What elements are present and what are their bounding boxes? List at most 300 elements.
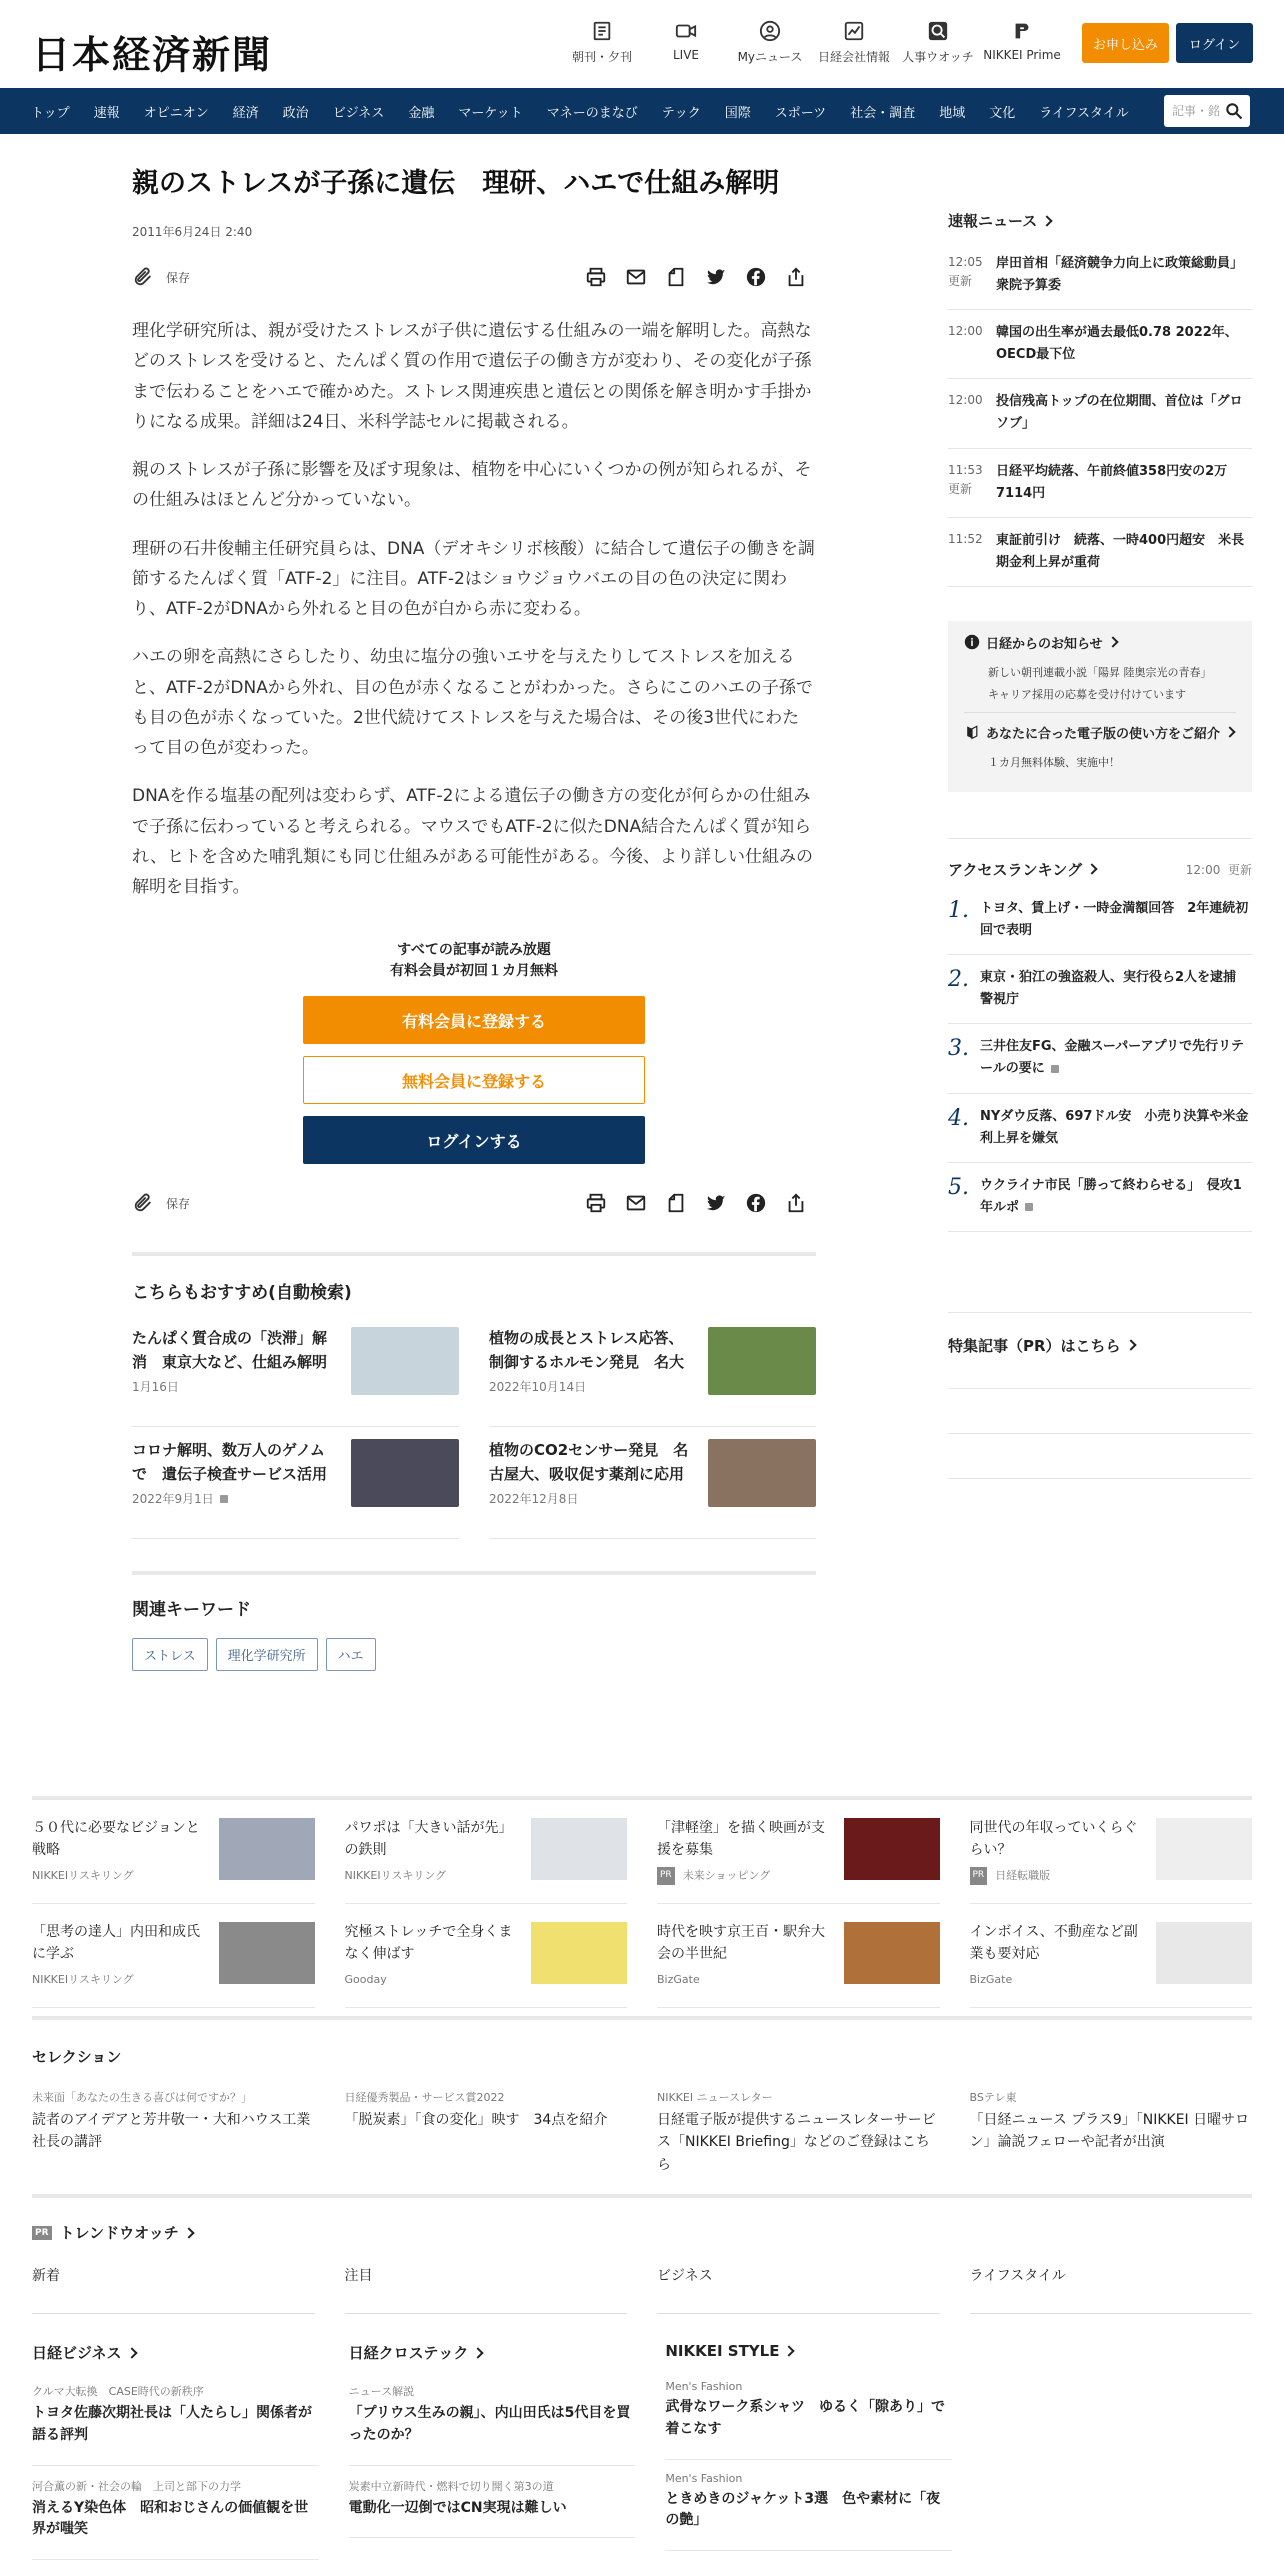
promo-text: [32, 1922, 212, 1995]
tool-live[interactable]: [644, 20, 728, 65]
paywall-login-button[interactable]: ログインする: [303, 1116, 645, 1164]
media-title: 電動化一辺倒ではCN実現は難しい: [348, 2499, 567, 2516]
tool-label: 日経会社情報: [817, 50, 890, 64]
selection-item[interactable]: [970, 2089, 1253, 2176]
selection-source: BSテレ東: [969, 2091, 1017, 2104]
chevron-right-icon: [1042, 215, 1053, 226]
recommend-text: [489, 1439, 694, 1526]
free-register-button[interactable]: 無料会員に登録する: [303, 1056, 645, 1104]
pr-heading-label: 特集記事（PR）はこちら: [948, 1336, 1121, 1355]
recommend-thumbnail: [708, 1327, 816, 1395]
media-column: [32, 2342, 319, 2568]
promo-text: [970, 1922, 1150, 1995]
memo-icon[interactable]: [656, 266, 696, 288]
media-item[interactable]: [665, 2472, 952, 2551]
memo-icon[interactable]: [656, 1192, 696, 1214]
promo-grid: [32, 1800, 1252, 2008]
search-placeholder: 記事・銘: [1172, 104, 1221, 118]
chevron-right-icon: [1086, 864, 1097, 875]
mail-icon[interactable]: [616, 1192, 656, 1214]
recommend-date: [489, 1490, 694, 1509]
pr-heading[interactable]: [948, 1335, 1252, 1356]
recommend-date: [132, 1378, 337, 1397]
media-title: 「プリウス生みの親」、内山田氏は5代目を買ったのか？: [348, 2405, 631, 2443]
nav-item[interactable]: ライフスタイル: [1039, 105, 1129, 121]
flash-item[interactable]: [948, 449, 1252, 518]
info-icon: [964, 634, 980, 650]
recommend-date-label: 2022年12月8日: [489, 1491, 579, 1506]
promo-text: [345, 1922, 525, 1995]
article-paragraph: 理研の石井俊輔主任研究員らは、DNA（デオキシリボ核酸）に結合して遺伝子の働きを調節するたんぱく質「ATF-2」に注目。ATF-2はショウジョウバエの目の色の決定に関わり、ATF-2がDNAから外れると目の色が白から赤に変わる。: [132, 538, 815, 620]
notice-heading[interactable]: [964, 633, 1236, 652]
promo-thumbnail: [219, 1922, 315, 1984]
flash-time-label: 11:53: [948, 462, 983, 477]
ranking-time: 12:00: [1185, 862, 1221, 877]
mail-icon[interactable]: [616, 266, 656, 288]
selection-title: 読者のアイデアと芳井敬一・大和ハウス工業社長の講評: [32, 2112, 311, 2151]
recommend-date-label: 1月16日: [132, 1379, 179, 1394]
chevron-right-icon: [126, 2347, 137, 2358]
promo-item[interactable]: [32, 1904, 315, 2008]
media-title: 武骨なワーク系シャツ ゆるく「隙あり」で着こなす: [665, 2399, 946, 2437]
save-button[interactable]: [132, 266, 190, 288]
promo-source: [345, 1867, 525, 1884]
trend-tabs: [32, 2265, 1252, 2314]
ranking-heading-label: アクセスランキング: [948, 860, 1083, 879]
flash-news: [948, 210, 1252, 587]
keyword-list: [132, 1638, 816, 1671]
selection-source: NIKKEI ニュースレター: [657, 2091, 773, 2104]
flash-heading-label: 速報ニュース: [948, 212, 1038, 230]
tool-newspaper[interactable]: [560, 20, 644, 65]
media-item[interactable]: [349, 2383, 636, 2465]
flash-heading[interactable]: [948, 210, 1252, 231]
keywords-section: [132, 1571, 816, 1671]
media-title: 消えるY染色体 昭和おじさんの価値観を世界が嗤笑: [32, 2499, 309, 2538]
trend-section: [32, 2194, 1252, 2314]
flash-time-label: 12:05: [948, 255, 983, 269]
recommend-item[interactable]: [132, 1427, 459, 1539]
nav-item[interactable]: マーケット: [458, 105, 523, 121]
ranking: [948, 838, 1252, 1232]
nav-item[interactable]: 地域: [939, 105, 966, 121]
flash-item[interactable]: [948, 310, 1252, 379]
promo-title: パワポは「大きい話が先」の鉄則: [344, 1820, 513, 1858]
promo-source-label: BizGate: [657, 1973, 700, 1987]
promo-text: [657, 1922, 837, 1995]
nav-item[interactable]: 経済: [232, 105, 259, 121]
promo-source: [32, 1971, 212, 1988]
flash-item[interactable]: [948, 518, 1252, 587]
media-item[interactable]: [665, 2380, 952, 2459]
selection-source: 未来面「あなたの生きる喜びは何ですか？」: [32, 2091, 252, 2104]
selection-item[interactable]: [32, 2089, 315, 2176]
video-camera-icon: [675, 20, 697, 42]
share-icons: [576, 266, 816, 288]
selection-grid: [32, 2089, 1252, 2176]
ranking-text: [980, 1175, 1252, 1219]
keywords-heading: 関連キーワード: [132, 1600, 251, 1621]
ranking-number: 2.: [948, 967, 969, 993]
recommend-title: コロナ解明、数万人のゲノムで 遺伝子検査サービス活用: [132, 1441, 328, 1483]
article-date: 2011年6月24日 2:40: [132, 225, 253, 240]
chevron-right-icon: [1125, 1340, 1136, 1351]
flash-text: 日経平均続落、午前終値358円安の2万7114円: [996, 463, 1228, 501]
share-bar: [132, 258, 816, 298]
apply-button[interactable]: お申し込み: [1082, 23, 1169, 63]
recommend-title: 植物の成長とストレス応答、制御するホルモン発見 名大: [489, 1329, 685, 1371]
media-source: クルマ大転換 CASE時代の新秩序: [32, 2385, 204, 2399]
recommend-item[interactable]: [132, 1315, 459, 1427]
newspaper-icon: [591, 20, 613, 42]
media-heading[interactable]: [665, 2342, 952, 2360]
recommend-date: [132, 1490, 337, 1509]
promo-title: 究極ストレッチで全身くまなく伸ばす: [344, 1924, 513, 1962]
selection-title: 「脱炭素」「食の変化」映す 34点を紹介: [344, 2112, 608, 2128]
nav-item[interactable]: 国際: [724, 105, 751, 121]
tab-new[interactable]: 新着: [32, 2265, 315, 2314]
ranking-item[interactable]: [948, 955, 1252, 1024]
tool-label: 人事ウオッチ: [902, 50, 974, 64]
notice-box: [948, 621, 1252, 792]
promo-title: 「思考の達人」内田和成氏に学ぶ: [32, 1924, 200, 1962]
print-icon[interactable]: [576, 266, 616, 288]
flash-time: [948, 461, 996, 505]
promo-title: ５０代に必要なビジョンと戦略: [32, 1820, 200, 1858]
notice-item[interactable]: 新しい朝刊連載小説「陽昇 陸奥宗光の青春」: [988, 665, 1212, 679]
guide-list: [988, 752, 1236, 774]
nav-item[interactable]: 社会・調査: [850, 105, 916, 121]
recommend-date-label: 2022年9月1日: [132, 1491, 214, 1506]
selection-section: [32, 2016, 1252, 2176]
share-bar-bottom: [132, 1184, 816, 1224]
recommend-title: 植物のCO2センサー発見 名古屋大、吸収促す薬剤に応用: [489, 1441, 689, 1483]
login-button[interactable]: ログイン: [1176, 23, 1253, 63]
recommend-text: [489, 1327, 694, 1414]
chevron-right-icon: [1107, 637, 1118, 648]
nav-item[interactable]: スポーツ: [774, 105, 827, 121]
site-logo[interactable]: 日本経済新聞: [32, 32, 273, 77]
flash-tag: 更新: [948, 481, 973, 496]
recommend-text: [132, 1439, 337, 1526]
prime-icon: [1011, 20, 1033, 42]
trend-heading-label: トレンドウオッチ: [59, 2224, 179, 2243]
flash-text: 投信残高トップの在位期間、首位は「グロソブ」: [996, 394, 1243, 432]
paywall: [132, 940, 816, 1164]
pr-section: [948, 1312, 1252, 1479]
notice-list: [988, 662, 1236, 706]
ranking-list: [948, 886, 1252, 1232]
promo-title: 時代を映す京王百・駅弁大会の半世紀: [657, 1924, 825, 1962]
tool-label: NIKKEI Prime: [983, 48, 1061, 62]
ranking-number: 1.: [948, 897, 969, 923]
recommend-item[interactable]: [489, 1315, 816, 1427]
divider: [948, 1433, 1252, 1434]
pr-tag: PR: [32, 2226, 52, 2240]
lock-icon: [220, 1495, 228, 1503]
promo-thumbnail: [219, 1818, 315, 1880]
recommend-heading: こちらもおすすめ(自動検索): [132, 1283, 352, 1304]
flash-time: [948, 530, 996, 574]
keyword-tag[interactable]: 理化学研究所: [216, 1638, 318, 1671]
facebook-icon[interactable]: [736, 1192, 776, 1214]
media-source: 炭素中立新時代・燃料で切り開く第3の道: [348, 2479, 554, 2493]
promo-source-label: BizGate: [969, 1973, 1013, 1987]
recommend-item[interactable]: [489, 1427, 816, 1539]
guide-item[interactable]: １カ月無料体験、実施中！: [988, 755, 1120, 769]
ranking-number: 4.: [948, 1105, 969, 1131]
divider: [964, 712, 1236, 713]
guide-heading[interactable]: [964, 723, 1236, 742]
article-paragraph: 理化学研究所は、親が受けたストレスが子供に遺伝する仕組みの一端を解明した。高熱などのストレスを受けると、たんぱく質の作用で遺伝子の働き方が変わり、その変化が子孫まで伝わることをハエで確かめた。ストレス関連疾患と遺伝との関係を解き明かす手掛かりになる成果。詳細は24日、米科学誌セルに掲載される。: [132, 321, 812, 432]
media-title: トヨタ佐藤次期社長は「人たらし」関係者が語る評判: [32, 2405, 312, 2443]
ranking-number: 5.: [948, 1174, 969, 1200]
promo-source-label: 日経転職版: [995, 1869, 1051, 1883]
tool-company-info[interactable]: [812, 20, 896, 65]
nav-item[interactable]: トップ: [31, 105, 70, 121]
pr-tag: PR: [970, 1867, 988, 1885]
notice-heading-label: 日経からのお知らせ: [986, 636, 1103, 652]
site-header: [0, 0, 1284, 88]
ranking-text: [980, 1106, 1252, 1150]
flash-text: 岸田首相「経済競争力向上に政策総動員」 衆院予算委: [996, 256, 1250, 294]
guide-heading-label: あなたに合った電子版の使い方をご紹介: [986, 726, 1221, 742]
media-item[interactable]: [349, 2478, 636, 2539]
article-paragraph: DNAを作る塩基の配列は変わらず、ATF-2による遺伝子の働き方の変化が何らかの仕組みで子孫に伝わっていると考えられる。マウスでもATF-2に似たDNA結合たんぱく質が知られ、ヒトを含めた哺乳類にも同じ仕組みがある可能性がある。今後、より詳しい仕組みの解明を目指す。: [132, 786, 814, 898]
recommend-thumbnail: [708, 1439, 816, 1507]
tool-mynews[interactable]: [728, 20, 812, 65]
selection-heading: セレクション: [32, 2048, 122, 2066]
article-title: 親のストレスが子孫に遺伝 理研、ハエで仕組み解明: [132, 168, 780, 199]
promo-thumbnail: [844, 1922, 940, 1984]
article-body: [132, 316, 816, 902]
media-source: Men's Fashion: [665, 2380, 743, 2394]
sidebar: [948, 88, 1252, 1479]
nav-item[interactable]: 金融: [408, 105, 435, 121]
divider: [948, 1388, 1252, 1389]
recommend-date-label: 2022年10月14日: [489, 1379, 587, 1394]
nav-item[interactable]: 文化: [989, 105, 1016, 121]
ranking-title: トヨタ、賃上げ・一時金満額回答 2年連続初回で表明: [980, 900, 1249, 939]
promo-title: 同世代の年収っていくらぐらい？: [969, 1820, 1138, 1858]
selection-item[interactable]: [345, 2089, 628, 2176]
promo-thumbnail: [531, 1922, 627, 1984]
ranking-title: 東京・狛江の強盗殺人、実行役ら2人を逮捕 警視庁: [980, 970, 1250, 1008]
selection-title: 日経電子版が提供するニュースレターサービス「NIKKEI Briefing」などのご登録はこちら: [657, 2112, 936, 2173]
media-item[interactable]: [32, 2478, 319, 2560]
media-title: ときめきのジャケット3選 色や素材に「夜の艶」: [665, 2490, 941, 2529]
tool-label: Myニュース: [737, 50, 803, 64]
promo-thumbnail: [1156, 1922, 1252, 1984]
media-grid: [32, 2342, 952, 2568]
promo-item[interactable]: [345, 1904, 628, 2008]
paid-register-button[interactable]: 有料会員に登録する: [303, 996, 645, 1044]
save-label: 保存: [166, 1196, 191, 1211]
facebook-icon[interactable]: [736, 266, 776, 288]
promo-item[interactable]: [970, 1904, 1253, 2008]
flash-tag: 更新: [948, 274, 973, 289]
flash-time: [948, 253, 996, 297]
tab-lifestyle[interactable]: ライフスタイル: [970, 2265, 1253, 2314]
tool-label: LIVE: [672, 48, 699, 62]
recommend-section: [132, 1252, 816, 1539]
media-column: [349, 2342, 636, 2568]
book-icon: [964, 724, 980, 740]
recommend-grid: [132, 1315, 816, 1539]
divider: [948, 1478, 1252, 1479]
paperclip-icon: [132, 266, 154, 288]
flash-time: [948, 391, 996, 435]
ranking-text: [980, 967, 1252, 1011]
promo-item[interactable]: [345, 1800, 628, 1904]
promo-source: [32, 1867, 212, 1884]
tab-featured[interactable]: 注目: [345, 2265, 628, 2314]
nav-item[interactable]: 政治: [282, 105, 309, 121]
flash-list: [948, 241, 1252, 587]
tool-label: 朝刊・夕刊: [571, 50, 632, 64]
article-paragraph: ハエの卵を高熱にさらしたり、幼虫に塩分の強いエサを与えたりしてストレスを加えると、ATF-2がDNAから外れ、目の色が赤くなることがわかった。さらにこのハエの子孫でも目の色が赤くなっていた。2世代続けてストレスを与えた場合は、その後3世代にわたって目の色が変わった。: [132, 647, 813, 759]
ranking-title: 三井住友FG、金融スーパーアプリで先行リテールの要に: [980, 1039, 1244, 1077]
media-source: ニュース解説: [348, 2385, 415, 2399]
ranking-heading[interactable]: [948, 859, 1096, 880]
keyword-tag[interactable]: ストレス: [132, 1638, 208, 1671]
promo-text: [32, 1818, 212, 1891]
article-paragraph: 親のストレスが子孫に影響を及ぼす現象は、植物を中心にいくつかの例が知られるが、その仕組みはほとんど分かっていない。: [132, 460, 812, 511]
media-heading[interactable]: [32, 2342, 319, 2363]
keyword-tag[interactable]: ハエ: [326, 1638, 376, 1671]
media-heading-label: NIKKEI STYLE: [665, 2342, 780, 2361]
chevron-right-icon: [1224, 727, 1235, 738]
media-column: [665, 2342, 952, 2568]
twitter-icon[interactable]: [696, 1192, 736, 1214]
promo-item[interactable]: [970, 1800, 1253, 1904]
promo-item[interactable]: [657, 1904, 940, 2008]
notice-item[interactable]: キャリア採用の応募を受け付けています: [988, 687, 1186, 701]
nav-item[interactable]: 速報: [93, 105, 120, 121]
selection-title: 「日経ニュース プラス9」「NIKKEI 日曜サロン」論説フェローや記者が出演: [969, 2112, 1250, 2151]
chevron-right-icon: [183, 2227, 194, 2238]
promo-thumbnail: [844, 1818, 940, 1880]
promo-title: 「津軽塗」を描く映画が支援を募集: [657, 1820, 825, 1858]
twitter-icon[interactable]: [696, 266, 736, 288]
tool-jinji-watch[interactable]: [896, 20, 980, 65]
flash-time: [948, 322, 996, 366]
promo-source: [970, 1867, 1150, 1885]
promo-text: [345, 1818, 525, 1891]
recommend-thumbnail: [351, 1327, 459, 1395]
flash-text: 韓国の出生率が過去最低0.78 2022年、OECD最下位: [996, 325, 1238, 363]
chevron-right-icon: [473, 2347, 484, 2358]
share-icons: [576, 1192, 816, 1214]
nav-item[interactable]: オピニオン: [143, 105, 209, 121]
ranking-header: [948, 859, 1252, 880]
flash-time-label: 11:52: [948, 531, 983, 546]
ranking-tag: 更新: [1227, 862, 1252, 877]
flash-text: 東証前引け 続落、一時400円超安 米長期金利上昇が重荷: [996, 532, 1245, 570]
ranking-item[interactable]: [948, 1094, 1252, 1163]
chevron-right-icon: [784, 2346, 795, 2357]
promo-text: [970, 1818, 1150, 1891]
share-icon[interactable]: [776, 266, 816, 288]
header-tools: [560, 20, 1064, 65]
promo-source-label: 未来ショッピング: [682, 1869, 771, 1883]
promo-text: [657, 1818, 837, 1891]
selection-item[interactable]: [657, 2089, 940, 2176]
promo-source: [657, 1971, 837, 1988]
paywall-line2: 有料会員が初回１カ月無料: [390, 963, 558, 980]
ranking-item[interactable]: [948, 1163, 1252, 1232]
paperclip-icon: [132, 1192, 154, 1214]
nav-item[interactable]: テック: [661, 105, 701, 121]
promo-source: [657, 1867, 837, 1885]
flash-time-label: 12:00: [948, 393, 983, 408]
tool-prime[interactable]: [980, 20, 1064, 65]
recommend-date: [489, 1378, 694, 1397]
recommend-text: [132, 1327, 337, 1414]
save-label: 保存: [166, 270, 191, 285]
lock-icon: [1051, 1065, 1059, 1073]
flash-item[interactable]: [948, 241, 1252, 310]
selection-source: 日経優秀製品・サービス賞2022: [344, 2091, 505, 2104]
pr-tag: PR: [657, 1867, 675, 1885]
article-column: [132, 88, 816, 1671]
tab-business[interactable]: ビジネス: [657, 2265, 940, 2314]
promo-source: [970, 1971, 1150, 1988]
print-icon[interactable]: [576, 1192, 616, 1214]
paywall-line1: すべての記事が読み放題: [397, 942, 551, 959]
share-icon[interactable]: [776, 1192, 816, 1214]
media-source: Men's Fashion: [665, 2471, 743, 2485]
chart-icon: [843, 20, 865, 42]
flash-item[interactable]: [948, 379, 1252, 448]
nav-item[interactable]: マネーのまなび: [546, 105, 638, 121]
promo-source: [345, 1971, 525, 1988]
media-item[interactable]: [32, 2383, 319, 2465]
recommend-title: たんぱく質合成の「渋滞」解消 東京大など、仕組み解明: [132, 1329, 328, 1371]
save-button[interactable]: [132, 1192, 190, 1214]
flash-time-label: 12:00: [948, 324, 983, 339]
promo-item[interactable]: [32, 1800, 315, 1904]
ranking-title: NYダウ反落、697ドル安 小売り決算や米金利上昇を嫌気: [980, 1108, 1249, 1146]
ranking-text: [980, 1036, 1252, 1080]
magnifier-icon: [927, 20, 949, 42]
person-icon: [759, 20, 781, 42]
nav-item[interactable]: ビジネス: [332, 105, 385, 121]
ranking-item[interactable]: [948, 886, 1252, 955]
promo-source-label: NIKKEIリスキリング: [344, 1869, 447, 1883]
ranking-item[interactable]: [948, 1024, 1252, 1093]
lock-icon: [1025, 1203, 1033, 1211]
ranking-number: 3.: [948, 1036, 969, 1062]
promo-title: インボイス、不動産など副業も要対応: [969, 1924, 1138, 1962]
promo-thumbnail: [1156, 1818, 1252, 1880]
media-heading-label: 日経ビジネス: [32, 2344, 122, 2363]
trend-heading[interactable]: [32, 2222, 1252, 2243]
promo-thumbnail: [531, 1818, 627, 1880]
promo-source-label: Gooday: [344, 1973, 387, 1987]
recommend-thumbnail: [351, 1439, 459, 1507]
media-source: 河合薫の新・社会の輪 上司と部下の力学: [32, 2479, 241, 2493]
promo-source-label: NIKKEIリスキリング: [32, 1973, 134, 1987]
footer: [32, 1796, 1252, 2568]
ranking-title: ウクライナ市民「勝って終わらせる」 侵攻1年ルポ: [980, 1177, 1242, 1215]
media-heading[interactable]: [349, 2342, 636, 2363]
ranking-text: [980, 898, 1252, 942]
media-heading-label: 日経クロステック: [348, 2344, 469, 2363]
promo-item[interactable]: [657, 1800, 940, 1904]
ranking-updated: [1186, 861, 1252, 878]
promo-source-label: NIKKEIリスキリング: [32, 1869, 134, 1883]
